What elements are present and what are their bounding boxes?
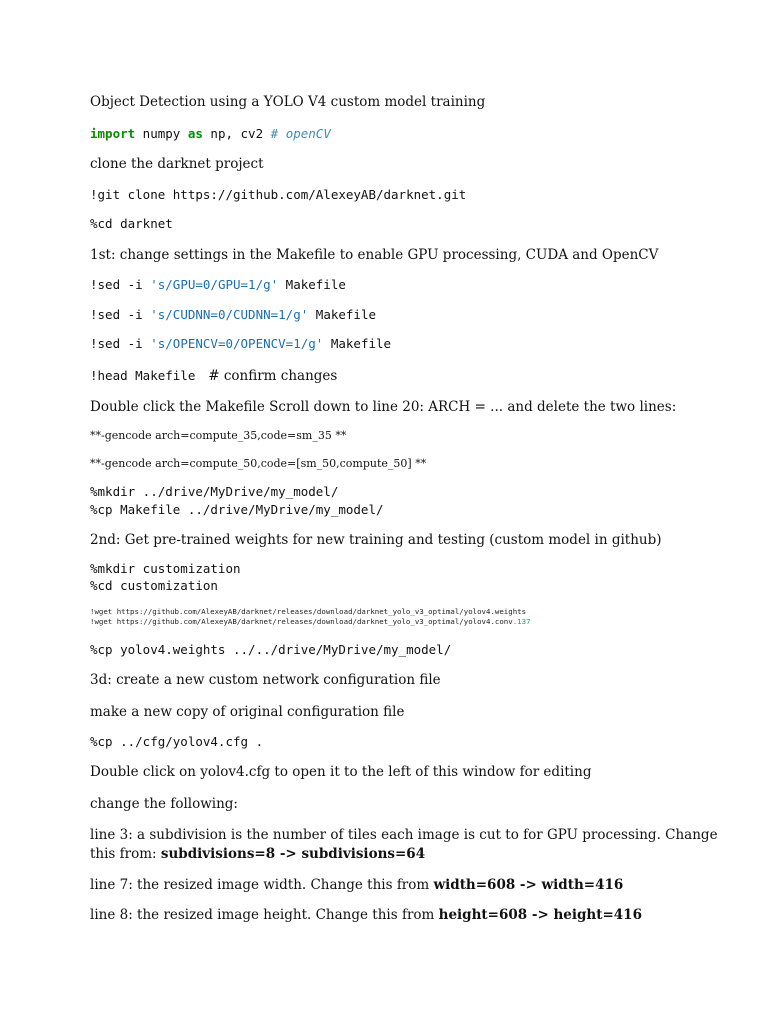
code-cp-weights: %cp yolov4.weights ../../drive/MyDrive/my_model/ xyxy=(90,642,452,657)
code-cp-cfg: %cp ../cfg/yolov4.cfg . xyxy=(90,734,264,749)
code-cd-customization: %cd customization xyxy=(90,578,218,593)
gencode-line-2: **-gencode arch=compute_50,code=[sm_50,compute_50] ** xyxy=(90,457,427,470)
sed-cmd: !sed -i xyxy=(90,307,151,322)
change-following: change the following: xyxy=(90,796,238,812)
sed-file: Makefile xyxy=(308,307,376,322)
import-module: numpy xyxy=(135,126,188,141)
head-cmd: !head Makefile xyxy=(90,368,196,383)
gencode-line-1: **-gencode arch=compute_35,code=sm_35 ** xyxy=(90,429,347,442)
sed-file: Makefile xyxy=(323,336,392,351)
wget-conv-url: !wget https://github.com/AlexeyAB/darknet/releases/download/darknet_yolo_v3_optimal/yolov4.conv xyxy=(90,617,513,626)
scroll-note: Double click the Makefile Scroll down to line 20: ARCH = ... and delete the two lines: xyxy=(90,399,677,415)
sed-string: 's/GPU=0/GPU=1/g' xyxy=(150,277,279,292)
line3-value: subdivisions=8 -> subdivisions=64 xyxy=(160,846,426,862)
code-wget-conv xyxy=(90,617,531,626)
wget-conv-number: .137 xyxy=(512,617,531,626)
code-git-clone: !git clone https://github.com/AlexeyAB/darknet.git xyxy=(90,187,467,202)
code-head-makefile xyxy=(90,367,337,385)
code-wget-weights: !wget https://github.com/AlexeyAB/darknet/releases/download/darknet_yolo_v3_optimal/yolov4.weights xyxy=(90,607,527,616)
step2-heading: 2nd: Get pre-trained weights for new training and testing (custom model in github) xyxy=(90,532,662,548)
line8-change xyxy=(90,907,642,923)
line3-change xyxy=(90,846,425,862)
code-import-line xyxy=(90,126,331,141)
line8-value: height=608 -> height=416 xyxy=(438,907,642,923)
line7-value: width=608 -> width=416 xyxy=(433,877,624,893)
import-comment: # openCV xyxy=(270,126,331,141)
line7-change xyxy=(90,877,623,893)
clone-text: clone the darknet project xyxy=(90,156,264,172)
code-sed-gpu xyxy=(90,277,346,292)
copy-note: make a new copy of original configuration file xyxy=(90,704,405,720)
code-cd-darknet: %cd darknet xyxy=(90,216,173,231)
code-sed-cudnn xyxy=(90,307,376,322)
step1-heading: 1st: change settings in the Makefile to enable GPU processing, CUDA and OpenCV xyxy=(90,247,659,263)
sed-string: 's/OPENCV=0/OPENCV=1/g' xyxy=(150,336,324,351)
import-rest: np, cv2 xyxy=(202,126,271,141)
sed-cmd: !sed -i xyxy=(90,336,151,351)
head-comment: # confirm changes xyxy=(195,368,338,384)
line7-prefix: line 7: the resized image width. Change this from xyxy=(90,877,434,893)
sed-cmd: !sed -i xyxy=(90,277,151,292)
document-title: Object Detection using a YOLO V4 custom model training xyxy=(90,94,486,110)
line3-text: line 3: a subdivision is the number of tiles each image is cut to for GPU processing. Change xyxy=(90,827,718,843)
sed-string: 's/CUDNN=0/CUDNN=1/g' xyxy=(150,307,309,322)
keyword-import: import xyxy=(90,126,136,141)
sed-file: Makefile xyxy=(278,277,346,292)
keyword-as: as xyxy=(187,126,203,141)
code-sed-opencv xyxy=(90,336,391,351)
line3-prefix: this from: xyxy=(90,846,161,862)
code-mkdir-customization: %mkdir customization xyxy=(90,561,241,576)
code-mkdir-model: %mkdir ../drive/MyDrive/my_model/ xyxy=(90,484,339,499)
line8-prefix: line 8: the resized image height. Change this from xyxy=(90,907,439,923)
step3-heading: 3d: create a new custom network configuration file xyxy=(90,672,441,688)
code-cp-makefile: %cp Makefile ../drive/MyDrive/my_model/ xyxy=(90,502,384,517)
dblclick-cfg-note: Double click on yolov4.cfg to open it to the left of this window for editing xyxy=(90,764,592,780)
